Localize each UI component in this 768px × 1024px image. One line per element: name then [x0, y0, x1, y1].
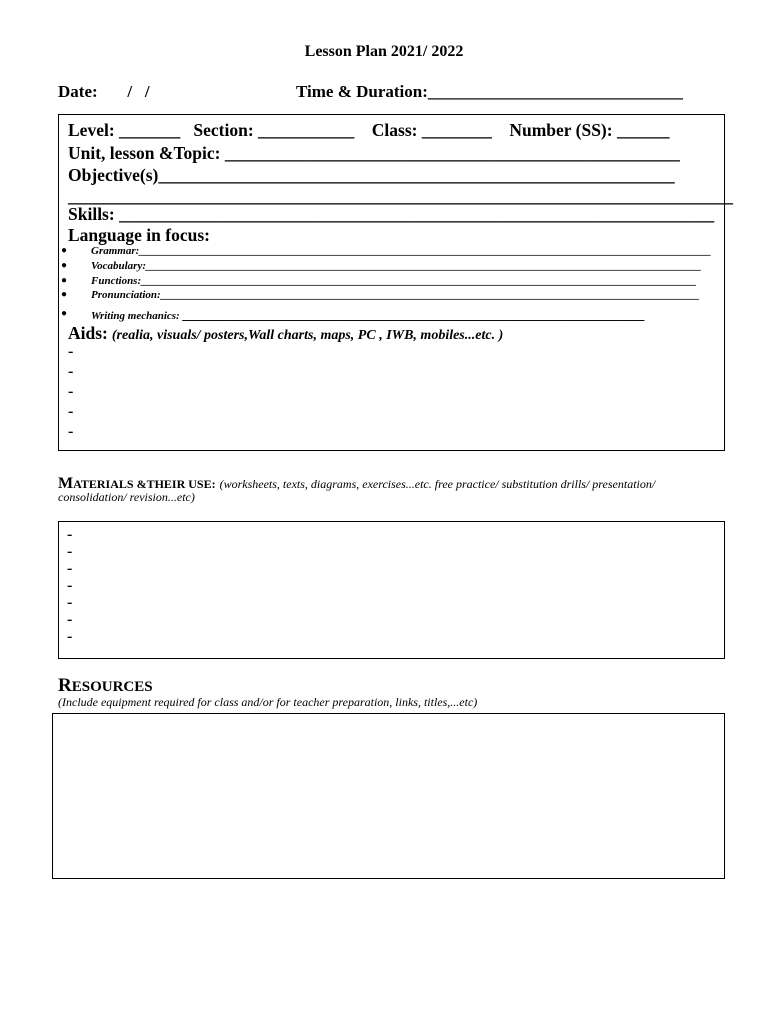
materials-dash: -	[67, 628, 73, 645]
materials-heading: MATERIALS &THEIR USE:	[58, 475, 216, 492]
materials-box	[58, 521, 725, 659]
writing-mechanics-item: ● Writing mechanics: __________________________________________________________________	[61, 308, 646, 323]
aids-label: Aids:	[68, 323, 108, 343]
skills-field: Skills: ____________________________________________________________________	[68, 204, 715, 224]
pronunciation-item: ● Pronunciation:__________________________________________________________________________________________________	[61, 289, 700, 301]
materials-dash: -	[67, 543, 73, 560]
functions-item: ● Functions:_____________________________________________________________________________________________________	[61, 275, 697, 287]
resources-note: (Include equipment required for class and/or for teacher preparation, links, titles,...etc)	[58, 695, 478, 709]
aids-dash: -	[68, 423, 74, 440]
time-duration-field: Time & Duration:______________________________	[296, 82, 683, 101]
bullet-icon: ●	[61, 260, 68, 271]
unit-lesson-topic-field: Unit, lesson &Topic: ____________________________________________________	[68, 143, 680, 163]
materials-note-line2: consolidation/ revision...etc)	[58, 490, 195, 504]
bullet-icon: ●	[61, 308, 68, 319]
aids-dash: -	[68, 343, 74, 360]
aids-dash: -	[68, 403, 74, 420]
page-title: Lesson Plan 2021/ 2022	[304, 43, 464, 60]
bullet-icon: ●	[61, 245, 68, 256]
materials-dash: -	[67, 577, 73, 594]
materials-dash: -	[67, 560, 73, 577]
aids-dash: -	[68, 363, 74, 380]
materials-note-line1: (worksheets, texts, diagrams, exercises...etc. free practice/ substitution drills/ presentation/	[219, 477, 656, 491]
grammar-item: ● Grammar:________________________________________________________________________________________________________	[61, 245, 712, 257]
objectives-continuation-line: ____________________________________________________________________________	[68, 186, 733, 206]
language-in-focus-heading: Language in focus:	[68, 225, 210, 245]
bullet-icon: ●	[61, 289, 68, 300]
date-field: Date: / /	[58, 82, 150, 101]
level-section-class-number-row: Level: _______ Section: ___________ Class: ________ Number (SS): ______	[68, 120, 670, 140]
bullet-icon: ●	[61, 275, 68, 286]
resources-heading: RESOURCES	[58, 675, 153, 696]
aids-detail: (realia, visuals/ posters,Wall charts, maps, PC , IWB, mobiles...etc. )	[111, 328, 504, 343]
materials-dash: -	[67, 594, 73, 611]
lesson-details-box	[58, 114, 733, 451]
objectives-field: Objective(s)___________________________________________________________	[68, 165, 675, 185]
aids-dash: -	[68, 383, 74, 400]
vocabulary-item: ● Vocabulary:_____________________________________________________________________________________________________	[61, 260, 702, 272]
materials-dash: -	[67, 526, 73, 543]
resources-box	[52, 713, 725, 879]
materials-dash: -	[67, 611, 73, 628]
aids-row	[68, 323, 503, 344]
